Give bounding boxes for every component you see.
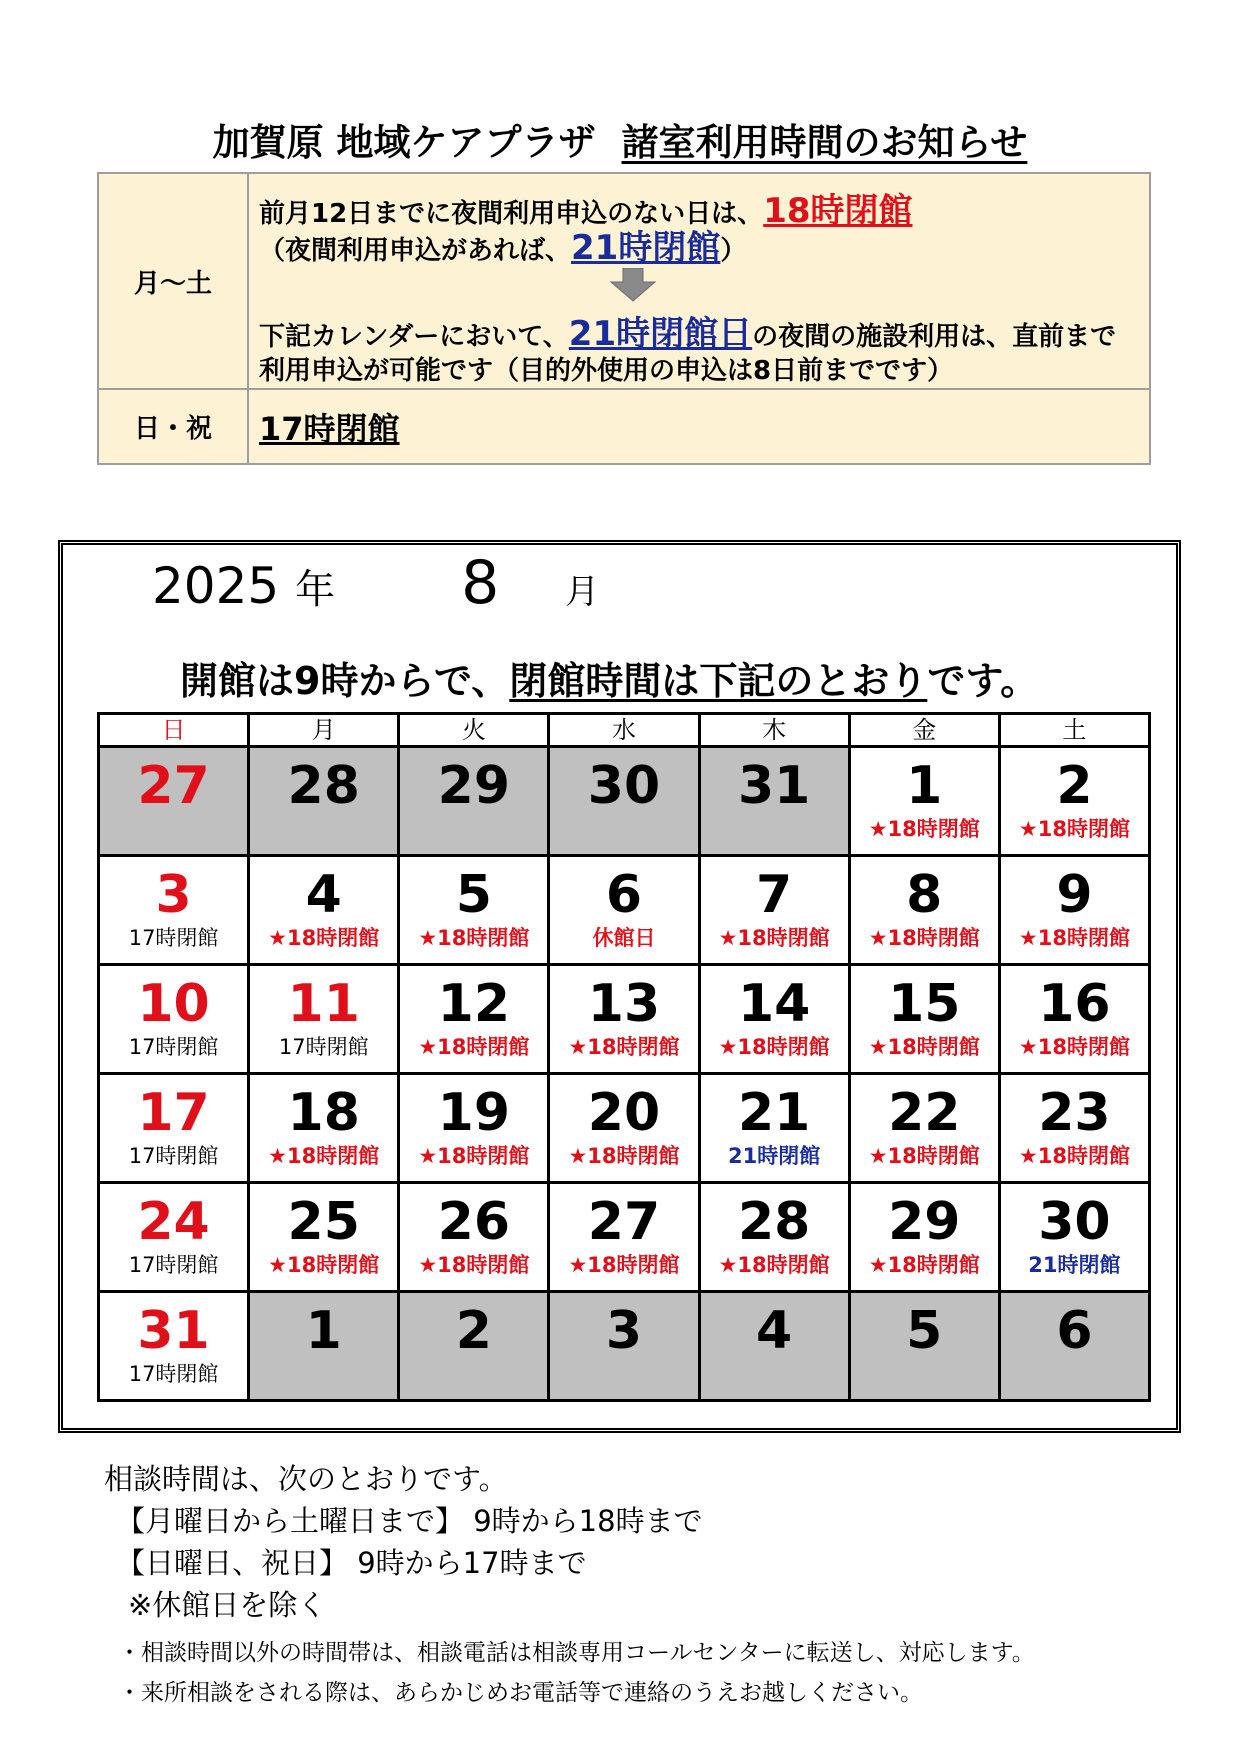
notice-line3 [259, 314, 1137, 354]
line3-post: の夜間の施設利用は、直前まで [752, 322, 1117, 352]
day-number: 17 [137, 1083, 210, 1143]
day-number: 6 [1056, 1301, 1093, 1361]
calendar-day-cell [699, 1183, 849, 1292]
calendar-day-cell [999, 1292, 1149, 1401]
closing-time-label: 21時閉館 [728, 1144, 821, 1168]
calendar-day-cell [699, 856, 849, 965]
closing-time-label: 17時閉館 [128, 1144, 219, 1168]
day-number: 30 [1038, 1192, 1111, 1252]
calendar-day-cell [99, 747, 249, 856]
calendar-week-row [99, 1292, 1150, 1401]
closing-time-label: 休館日 [592, 926, 656, 950]
weekday-header: 水 [549, 714, 699, 747]
day-number: 23 [1038, 1083, 1111, 1143]
consult-weekday-hours: 【月曜日から土曜日まで】 9時から18時まで [116, 1504, 703, 1538]
calendar-day-cell [849, 1074, 999, 1183]
calendar-day-cell [999, 1183, 1149, 1292]
notice-line4: 利用申込が可能です（目的外使用の申込は8日前までです） [259, 356, 954, 386]
calendar-day-cell [399, 1292, 549, 1401]
calendar-month-unit: 月 [565, 572, 600, 612]
calendar-week-row [99, 856, 1150, 965]
calendar-day-cell [99, 1074, 249, 1183]
day-number: 29 [437, 756, 511, 816]
holiday-value: 17時閉館 [259, 409, 400, 448]
day-number: 2 [1056, 756, 1093, 816]
day-number: 3 [155, 865, 192, 925]
notice-row-weekday [98, 173, 1150, 389]
day-number: 1 [305, 1301, 342, 1361]
calendar-day-cell [99, 1292, 249, 1401]
calendar-day-cell [399, 856, 549, 965]
day-number: 9 [1056, 865, 1093, 925]
footnote-visit: ・来所相談をされる際は、あらかじめお電話等で連絡のうえお越しください。 [118, 1680, 923, 1706]
closing-time-label: ★18時閉館 [268, 1253, 380, 1277]
calendar-subtitle [180, 650, 1038, 705]
day-number: 27 [587, 1192, 661, 1252]
notice-line2 [259, 228, 1137, 268]
day-number: 2 [455, 1301, 492, 1361]
day-number: 24 [137, 1192, 210, 1252]
arrow-down-icon [609, 268, 665, 311]
closing-time-label: ★18時閉館 [268, 1144, 380, 1168]
line1-text: 前月12日までに夜間利用申込のない日は、 [259, 199, 764, 229]
consult-line1: 相談時間は、次のとおりです。 [104, 1462, 508, 1496]
calendar-week-row [99, 747, 1150, 856]
calendar-day-cell [999, 1074, 1149, 1183]
calendar-day-cell [999, 747, 1149, 856]
calendar-day-cell [699, 965, 849, 1074]
calendar-day-cell [849, 965, 999, 1074]
closing-time-label: 17時閉館 [128, 1035, 219, 1059]
day-number: 28 [287, 756, 360, 816]
line2-close: ） [720, 236, 747, 266]
line2-text: （夜間利用申込があれば、 [259, 236, 572, 266]
closing-time-label: 17時閉館 [128, 926, 219, 950]
closing-time-label: ★18時閉館 [1018, 1035, 1130, 1059]
weekday-header: 木 [699, 714, 849, 747]
subtitle-pre: 開館は9時からで、 [180, 659, 510, 703]
title-subject: 諸室利用時間のお知らせ [621, 121, 1028, 164]
closing-time-label: ★18時閉館 [718, 926, 830, 950]
title-facility: 加賀原 地域ケアプラザ [212, 121, 596, 164]
closing-time-label: 17時閉館 [128, 1253, 219, 1277]
day-number: 31 [737, 756, 811, 816]
day-number: 28 [737, 1192, 811, 1252]
day-number: 19 [437, 1083, 511, 1143]
calendar-day-cell [849, 1292, 999, 1401]
line3-text: 下記カレンダーにおいて、 [259, 322, 569, 352]
calendar-day-cell [399, 965, 549, 1074]
closing-time-label: ★18時閉館 [868, 1035, 980, 1059]
closing-time-label: ★18時閉館 [1018, 817, 1130, 841]
calendar-day-cell [549, 747, 699, 856]
closing-time-label: ★18時閉館 [1018, 926, 1130, 950]
weekday-body [248, 173, 1150, 389]
day-number: 30 [587, 756, 661, 816]
calendar-day-cell [849, 747, 999, 856]
notice-table [97, 172, 1151, 465]
calendar-day-cell [549, 1183, 699, 1292]
notice-row-holiday [98, 389, 1150, 464]
calendar-day-cell [999, 856, 1149, 965]
closing-time-label: ★18時閉館 [418, 1035, 530, 1059]
day-number: 14 [737, 974, 811, 1034]
notice-line1 [259, 191, 1137, 231]
weekday-header: 火 [399, 714, 549, 747]
closing-time-label: 17時閉館 [278, 1035, 369, 1059]
calendar-day-cell [549, 1074, 699, 1183]
subtitle-post: です。 [927, 659, 1039, 703]
weekday-label: 月～土 [98, 173, 248, 389]
day-number: 5 [906, 1301, 943, 1361]
calendar-week-row [99, 1074, 1150, 1183]
calendar-day-cell [99, 1183, 249, 1292]
weekday-header: 月 [249, 714, 399, 747]
close-18-highlight: 18時閉館 [763, 191, 913, 231]
calendar-day-cell [699, 1074, 849, 1183]
closing-time-label: ★18時閉館 [418, 926, 530, 950]
calendar-day-cell [549, 1292, 699, 1401]
day-number: 5 [455, 865, 492, 925]
closing-time-label: ★18時閉館 [718, 1035, 830, 1059]
calendar-day-cell [399, 1183, 549, 1292]
calendar-week-row [99, 1183, 1150, 1292]
calendar-day-cell [249, 856, 399, 965]
closing-time-label: ★18時閉館 [718, 1253, 830, 1277]
weekday-header: 土 [999, 714, 1149, 747]
calendar-year: 2025 [152, 557, 280, 615]
calendar-day-cell [249, 1074, 399, 1183]
day-number: 25 [287, 1192, 360, 1252]
holiday-body [248, 389, 1150, 464]
day-number: 4 [756, 1301, 793, 1361]
closing-time-label: ★18時閉館 [868, 1144, 980, 1168]
close-21-highlight: 21時閉館 [571, 228, 721, 268]
closing-time-label: ★18時閉館 [268, 926, 380, 950]
calendar-day-cell [399, 747, 549, 856]
day-number: 7 [756, 865, 793, 925]
calendar-grid [97, 712, 1151, 1402]
day-number: 6 [605, 865, 643, 925]
calendar-day-cell [399, 1074, 549, 1183]
day-number: 8 [906, 865, 943, 925]
calendar-month: 8 [461, 548, 500, 618]
closing-time-label: ★18時閉館 [418, 1144, 530, 1168]
calendar-day-cell [549, 965, 699, 1074]
closing-time-label: ★18時閉館 [568, 1035, 680, 1059]
calendar-day-cell [249, 1292, 399, 1401]
closing-time-label: ★18時閉館 [868, 817, 980, 841]
day-number: 31 [137, 1301, 210, 1361]
calendar-day-cell [999, 965, 1149, 1074]
day-number: 11 [287, 974, 360, 1034]
day-number: 18 [287, 1083, 360, 1143]
consultation-info [104, 1458, 703, 1626]
consult-exception: ※休館日を除く [128, 1588, 327, 1622]
calendar-week-row [99, 965, 1150, 1074]
weekday-header-row [99, 714, 1150, 747]
calendar-day-cell [249, 965, 399, 1074]
day-number: 4 [305, 865, 342, 925]
day-number: 26 [437, 1192, 511, 1252]
day-number: 16 [1038, 974, 1111, 1034]
closing-time-label: ★18時閉館 [868, 1253, 980, 1277]
weekday-header: 金 [849, 714, 999, 747]
day-number: 15 [888, 974, 961, 1034]
calendar-day-cell [249, 1183, 399, 1292]
day-number: 20 [587, 1083, 661, 1143]
day-number: 3 [605, 1301, 643, 1361]
closing-time-label: ★18時閉館 [568, 1144, 680, 1168]
calendar-day-cell [249, 747, 399, 856]
calendar-day-cell [849, 1183, 999, 1292]
day-number: 12 [437, 974, 511, 1034]
closing-time-label: 17時閉館 [128, 1362, 219, 1386]
weekday-header: 日 [99, 714, 249, 747]
day-number: 1 [906, 756, 943, 816]
calendar-day-cell [99, 856, 249, 965]
footnote-callcenter: ・相談時間以外の時間帯は、相談電話は相談専用コールセンターに転送し、対応します。 [118, 1640, 1035, 1666]
day-number: 27 [137, 756, 210, 816]
calendar-day-cell [699, 1292, 849, 1401]
subtitle-underlined: 閉館時間は下記のとおり [509, 659, 928, 703]
day-number: 10 [137, 974, 210, 1034]
day-number: 29 [888, 1192, 961, 1252]
calendar-day-cell [849, 856, 999, 965]
day-number: 21 [737, 1083, 811, 1143]
close-21-day-highlight: 21時閉館日 [568, 314, 753, 354]
holiday-label: 日・祝 [98, 389, 248, 464]
closing-time-label: ★18時閉館 [868, 926, 980, 950]
closing-time-label: ★18時閉館 [568, 1253, 680, 1277]
calendar-body [99, 747, 1150, 1401]
calendar-day-cell [99, 965, 249, 1074]
day-number: 13 [587, 974, 661, 1034]
day-number: 22 [888, 1083, 961, 1143]
consult-holiday-hours: 【日曜日、祝日】 9時から17時まで [116, 1546, 587, 1580]
calendar-year-unit: 年 [295, 567, 336, 613]
closing-time-label: ★18時閉館 [418, 1253, 530, 1277]
calendar-heading [152, 548, 599, 618]
closing-time-label: 21時閉館 [1028, 1253, 1121, 1277]
calendar-day-cell [549, 856, 699, 965]
page-title [0, 112, 1240, 166]
calendar-day-cell [699, 747, 849, 856]
closing-time-label: ★18時閉館 [1018, 1144, 1130, 1168]
